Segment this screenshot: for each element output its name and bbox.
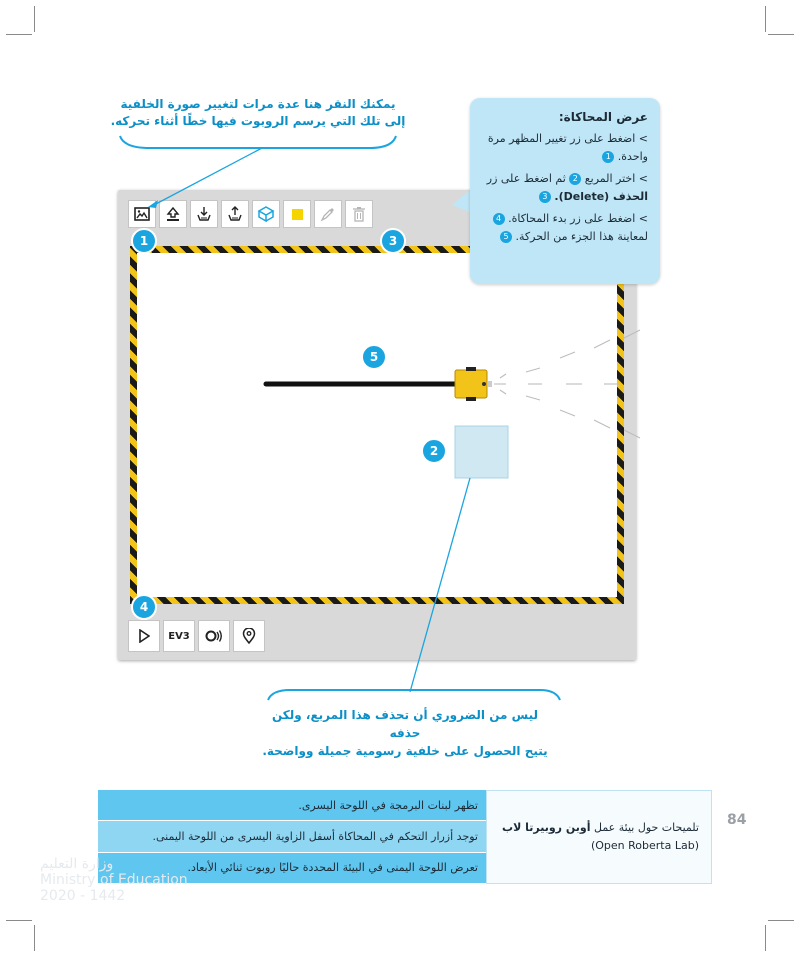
- watermark-line2: Ministry of Education: [40, 872, 188, 888]
- crop-mark: [768, 34, 794, 35]
- tips-table: [98, 790, 712, 884]
- badge-5-label: 5: [369, 350, 379, 364]
- image-icon[interactable]: [128, 200, 156, 228]
- sim-toolbar: [128, 200, 373, 228]
- bottom-callout-line1: ليس من الضروري أن تحذف هذا المربع، ولكن حذفه: [272, 708, 538, 740]
- crop-mark: [765, 6, 766, 32]
- badge-1: [131, 228, 157, 254]
- page-number: 84: [727, 812, 747, 828]
- top-callout-line2: إلى تلك التي يرسم الروبوت فيها خطًا أثناء تحركه.: [110, 114, 406, 128]
- crop-mark: [765, 925, 766, 951]
- info-box-title: عرض المحاكاة:: [558, 110, 648, 124]
- bottom-callout-line2: يتيح الحصول على خلفية رسومية جميلة وواضحة.: [262, 744, 548, 758]
- trash-icon[interactable]: [345, 200, 373, 228]
- tips-heading: [486, 790, 712, 884]
- crop-mark: [6, 920, 32, 921]
- badge-1-label: 1: [139, 234, 149, 248]
- bottom-callout: [255, 706, 555, 758]
- badge-3-label: 3: [388, 234, 398, 248]
- tips-heading-en: (Open Roberta Lab): [590, 839, 699, 852]
- info-step-3a-text: > اضغط على زر بدء المحاكاة.: [508, 212, 648, 225]
- info-step-1-num: 1: [602, 151, 614, 163]
- tip-row: توجد أزرار التحكم في المحاكاة أسفل الزاوية اليسرى من اللوحة اليمنى.: [98, 821, 486, 852]
- badge-4-label: 4: [139, 600, 149, 614]
- badge-3: [380, 228, 406, 254]
- ev3-button[interactable]: [163, 620, 195, 652]
- top-callout: [108, 96, 408, 132]
- watermark-line1: وزارة التعليم: [40, 856, 114, 872]
- crop-mark: [34, 925, 35, 951]
- watermark-line3: 2020 - 1442: [40, 888, 126, 904]
- crop-mark: [6, 34, 32, 35]
- export-icon[interactable]: [221, 200, 249, 228]
- watermark: [40, 856, 188, 904]
- badge-4: [131, 594, 157, 620]
- crop-mark: [768, 920, 794, 921]
- sim-bottom-toolbar: [128, 620, 265, 652]
- tip-row: تعرض اللوحة اليمنى في البيئة المحددة حاليًا روبوت ثنائي الأبعاد.: [98, 853, 486, 884]
- upload-icon[interactable]: [159, 200, 187, 228]
- yellow-square-icon[interactable]: [283, 200, 311, 228]
- tips-heading-bold: أوبن روبيرتا لاب: [502, 821, 591, 834]
- cube-icon[interactable]: [252, 200, 280, 228]
- bottom-callout-bracket: [268, 690, 560, 700]
- info-step-3-num2: 5: [500, 231, 512, 243]
- badge-5: [361, 344, 387, 370]
- top-callout-bracket: [120, 136, 396, 148]
- info-step-2b-text: ثم اضغط على زر: [486, 172, 566, 185]
- tip-row: تظهر لبنات البرمجة في اللوحة اليسرى.: [98, 790, 486, 821]
- info-step-1-text: > اضغط على زر تغيير المظهر مرة واحدة.: [487, 132, 648, 163]
- location-icon[interactable]: [233, 620, 265, 652]
- import-icon[interactable]: [190, 200, 218, 228]
- info-step-3-num: 4: [493, 213, 505, 225]
- info-step-1: [482, 130, 648, 166]
- info-step-2-num: 2: [569, 173, 581, 185]
- simulation-info-box: [470, 98, 660, 284]
- ev3-label: EV3: [168, 630, 190, 642]
- info-step-2: [482, 170, 648, 206]
- top-callout-line1: يمكنك النقر هنا عدة مرات لتغيير صورة الخلفية: [120, 97, 396, 111]
- info-step-2a-text: > اختر المربع: [584, 172, 648, 185]
- badge-2-label: 2: [429, 444, 439, 458]
- simulation-field: [130, 246, 624, 604]
- badge-2: [421, 438, 447, 464]
- info-step-3b-text: لمعاينة هذا الجزء من الحركة.: [515, 230, 648, 243]
- info-step-2c-text: الحذف (Delete).: [554, 190, 648, 203]
- info-step-3: [482, 210, 648, 246]
- info-step-2-num2: 3: [539, 191, 551, 203]
- crop-mark: [34, 6, 35, 32]
- play-icon[interactable]: [128, 620, 160, 652]
- color-picker-icon[interactable]: [314, 200, 342, 228]
- sensor-icon[interactable]: [198, 620, 230, 652]
- tips-heading-text: تلميحات حول بيئة عمل: [593, 821, 699, 834]
